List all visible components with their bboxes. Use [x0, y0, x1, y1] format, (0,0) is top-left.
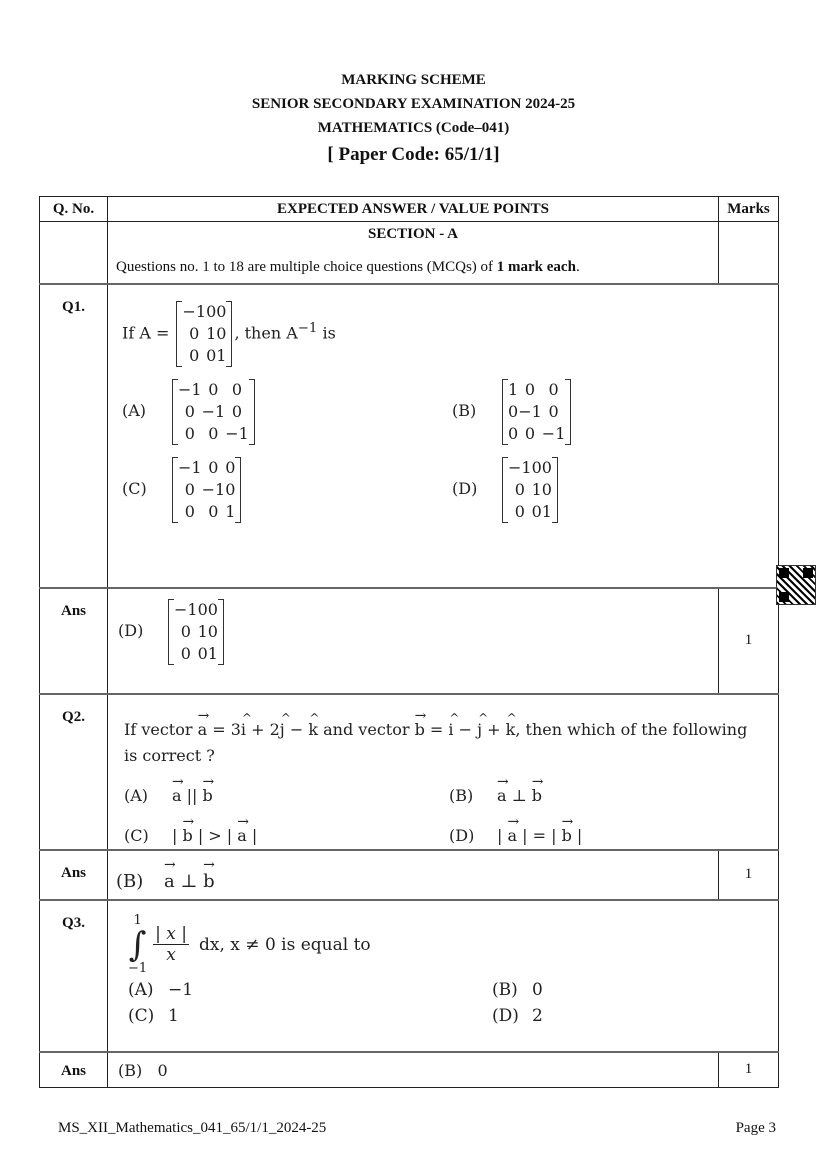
q1-stem: If A = −1 0 0 0 1 0 0 0 1 , then $A^{-1}$ is [122, 301, 336, 365]
answer-option: (D) [118, 621, 144, 640]
option-b: (B) → a ⊥ → b [449, 777, 764, 809]
question-number: Q3. [40, 900, 108, 1052]
answer-label: Ans [40, 588, 108, 694]
q2-stem: If vector → a = 3^ i + 2^ j − ^ k and vector → b = ^ i − ^ j + ^ k, then which of the following is correct ? [124, 711, 764, 769]
matrix-option-d: −1 0 0 0 1 0 0 0 1 [502, 457, 558, 523]
option-d: (D) | → a | = | → b | [449, 817, 764, 849]
option-c: (C) 1 [128, 1005, 179, 1026]
answer-text: (B) 0 [108, 1052, 719, 1088]
matrix-a: −1 0 0 0 1 0 0 0 1 [176, 301, 232, 367]
answer-label: Ans [40, 850, 108, 900]
document-header [0, 68, 827, 169]
option-b: (B) 0 [492, 979, 543, 1000]
question-row-q1 [40, 284, 779, 588]
answer-label: Ans [40, 1052, 108, 1088]
marking-scheme-table [39, 196, 779, 1088]
q1-options [122, 379, 778, 523]
paper-code: [ Paper Code: 65/1/1] [327, 144, 500, 165]
question-row-q3 [40, 900, 779, 1052]
question-number: Q1. [40, 284, 108, 588]
answer-matrix: −1 0 0 0 1 0 0 0 1 [168, 599, 224, 665]
table-header-row [40, 197, 779, 222]
col-header-answer: EXPECTED ANSWER / VALUE POINTS [108, 197, 719, 222]
option-b: (B) 1 0 0 0 −1 0 0 0 −1 [452, 379, 778, 445]
q3-options [128, 980, 778, 1026]
col-header-qno: Q. No. [40, 197, 108, 222]
marks-value: 1 [719, 1052, 779, 1088]
col-header-marks: Marks [719, 197, 779, 222]
matrix-option-b: 1 0 0 0 −1 0 0 0 −1 [502, 379, 571, 445]
title-marking-scheme: MARKING SCHEME [341, 72, 486, 88]
answer-row-q1 [40, 588, 779, 694]
option-a: (A) −1 [128, 979, 194, 1000]
option-a: (A) −1 0 0 0 −1 0 0 0 −1 [122, 379, 452, 445]
question-number: Q2. [40, 694, 108, 850]
marks-value: 1 [719, 850, 779, 900]
qr-code [776, 565, 816, 605]
section-instruction: Questions no. 1 to 18 are multiple choice questions (MCQs) of 1 mark each. [116, 259, 580, 275]
option-c: (C) | → b | > | → a | [124, 817, 449, 849]
marks-value: 1 [719, 588, 779, 694]
section-row [40, 222, 779, 284]
q3-integral: 1 ∫ −1 $\frac{| x |}{x}$ dx, x ≠ 0 is equal to [128, 912, 371, 976]
integral-sign: 1 ∫ −1 [128, 912, 148, 976]
answer-row-q3 [40, 1052, 779, 1088]
answer-option: (B) [116, 870, 144, 892]
footer-doc-id: MS_XII_Mathematics_041_65/1/1_2024-25 [58, 1120, 327, 1136]
option-c: (C) −1 0 0 0 −1 0 0 0 1 [122, 457, 452, 523]
answer-row-q2: Ans (B) → a ⊥ → b 1 [40, 850, 779, 900]
footer-page-number: Page 3 [735, 1120, 776, 1136]
option-a: (A) → a || → b [124, 777, 449, 809]
matrix-option-a: −1 0 0 0 −1 0 0 0 −1 [172, 379, 255, 445]
q2-options [124, 777, 764, 849]
title-exam: SENIOR SECONDARY EXAMINATION 2024-25 [251, 96, 576, 112]
section-title: SECTION - A [367, 226, 459, 242]
matrix-option-c: −1 0 0 0 −1 0 0 0 1 [172, 457, 241, 523]
option-d: (D) 2 [492, 1005, 543, 1026]
option-d: (D) −1 0 0 0 1 0 0 0 1 [452, 457, 778, 523]
question-row-q2 [40, 694, 779, 850]
title-subject: MATHEMATICS (Code–041) [317, 120, 510, 136]
